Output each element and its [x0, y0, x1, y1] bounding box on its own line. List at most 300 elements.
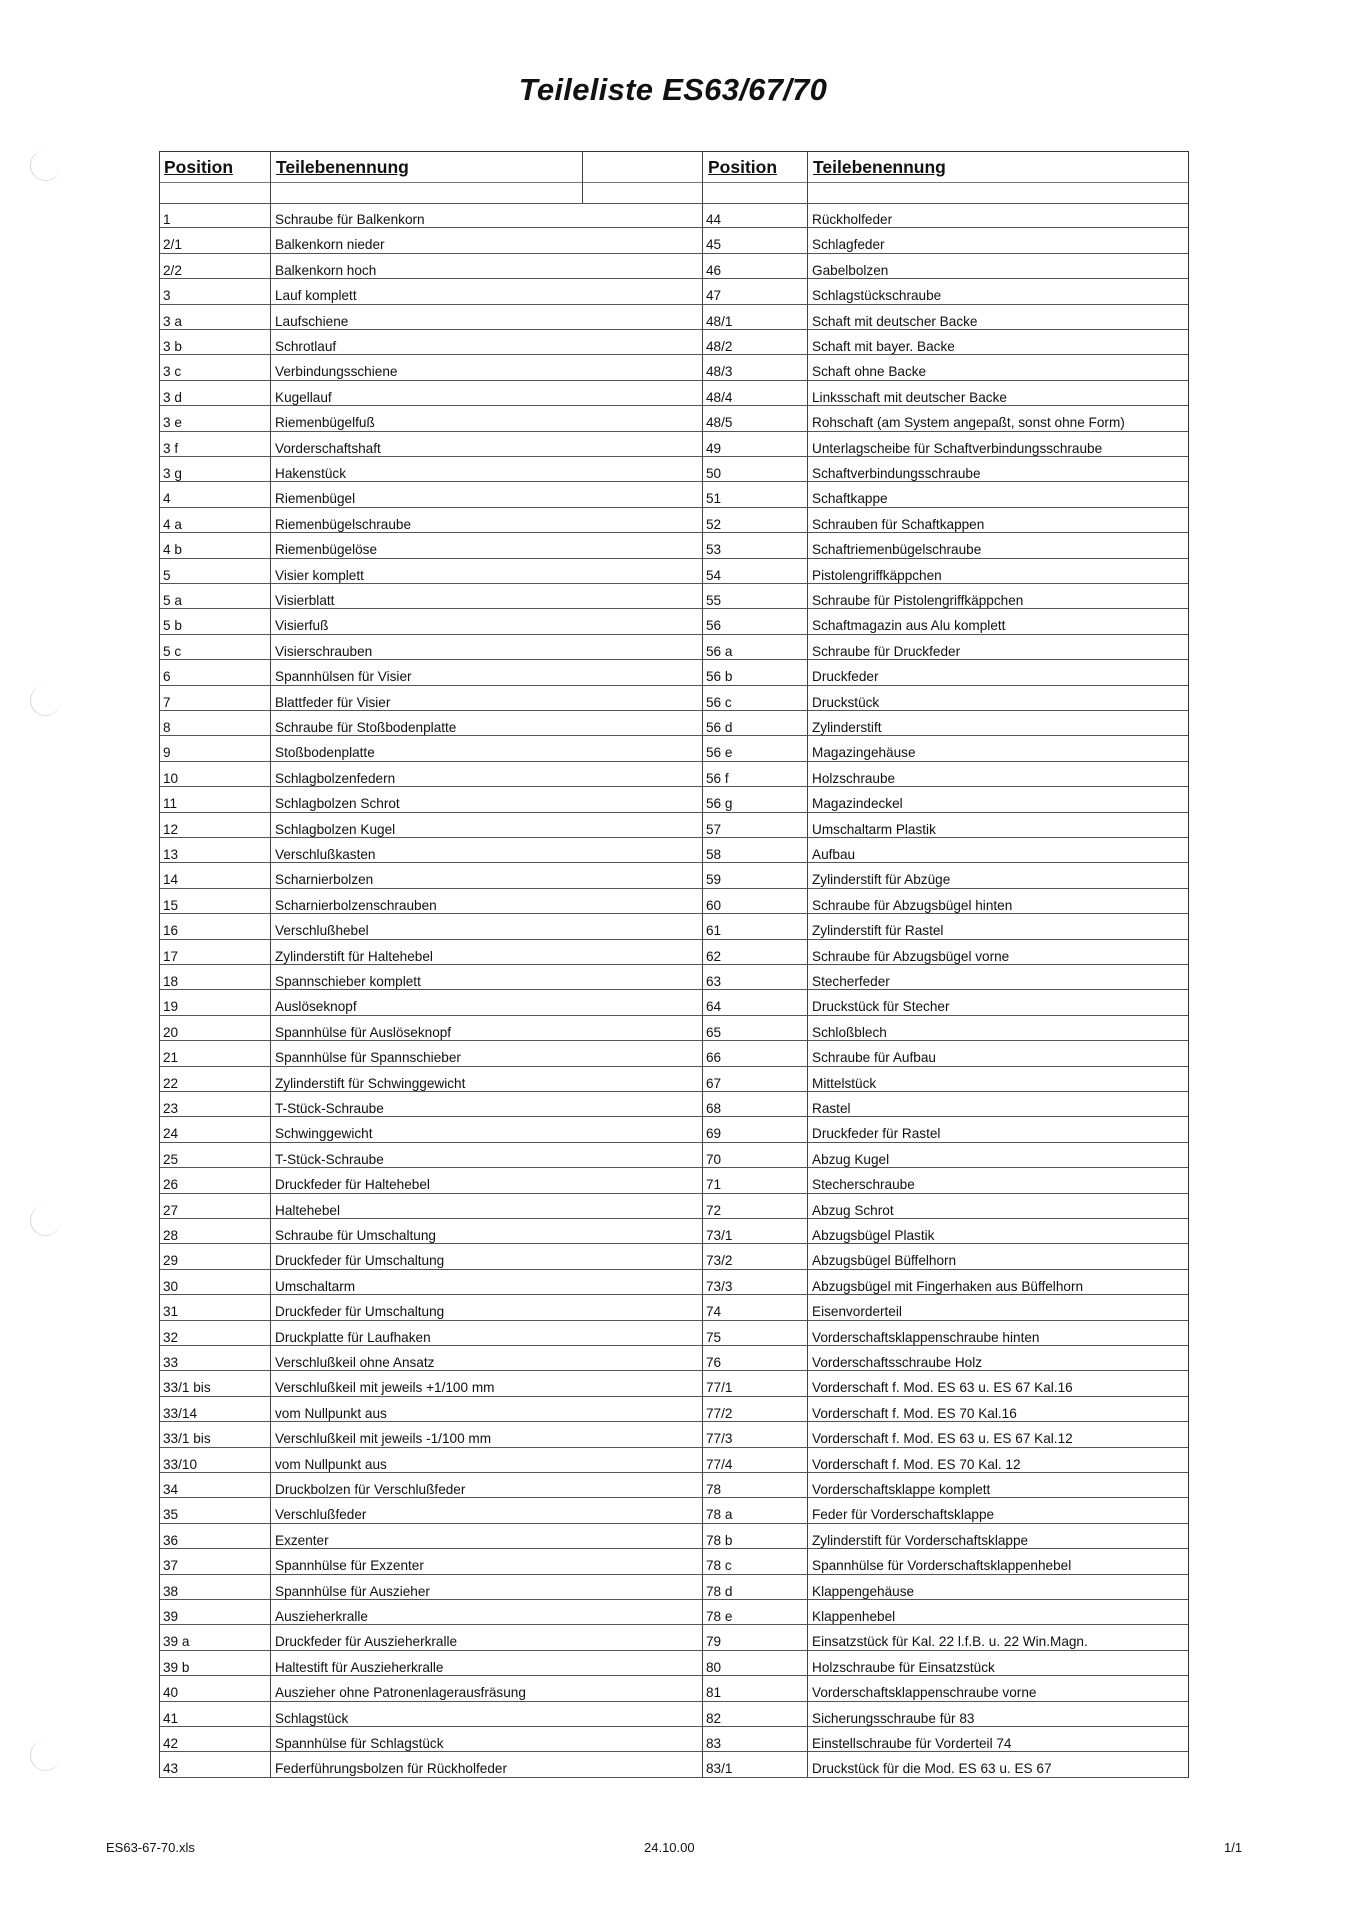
position-cell-right: 58: [706, 847, 722, 862]
name-cell-right: Zylinderstift für Abzüge: [812, 872, 951, 888]
name-cell-right: Druckfeder: [812, 669, 879, 685]
name-cell-right: Druckfeder für Rastel: [812, 1126, 941, 1142]
position-cell-left: 33/14: [163, 1405, 198, 1421]
position-cell-left: 21: [163, 1050, 179, 1066]
position-cell-right: 73/2: [706, 1253, 733, 1269]
name-cell-right: Abzugsbügel mit Fingerhaken aus Büffelhorn: [812, 1278, 1084, 1294]
name-cell-right: Vorderschaft f. Mod. ES 63 u. ES 67 Kal.12: [812, 1431, 1073, 1447]
name-cell-left: vom Nullpunkt aus: [275, 1405, 387, 1421]
name-cell-right: Schaftkappe: [812, 491, 888, 507]
position-cell-left: 35: [163, 1507, 179, 1523]
name-cell-left: Druckplatte für Laufhaken: [275, 1329, 431, 1345]
name-cell-right: Magazindeckel: [812, 796, 903, 812]
name-cell-right: Vorderschaft f. Mod. ES 63 u. ES 67 Kal.16: [812, 1380, 1073, 1396]
position-cell-right: 83: [706, 1736, 722, 1751]
name-cell-right: Schraube für Aufbau: [812, 1050, 936, 1066]
position-cell-left: 33: [163, 1355, 179, 1370]
position-cell-left: 22: [163, 1075, 179, 1091]
name-cell-right: Druckstück für die Mod. ES 63 u. ES 67: [812, 1761, 1052, 1777]
position-cell-left: 3 f: [163, 440, 179, 456]
name-cell-left: Umschaltarm: [275, 1278, 356, 1294]
table-row: [160, 228, 1188, 253]
name-cell-left: Schlagbolzen Kugel: [275, 821, 396, 837]
position-cell-left: 39: [163, 1609, 179, 1624]
table-row: [160, 1092, 1188, 1117]
position-cell-left: 3 b: [163, 339, 182, 354]
table-row: [160, 1600, 1188, 1625]
table-row: [160, 940, 1188, 965]
position-cell-left: 28: [163, 1228, 179, 1243]
name-cell-left: Spannhülse für Schlagstück: [275, 1736, 444, 1751]
position-cell-left: 10: [163, 770, 179, 786]
table-row: [160, 1219, 1188, 1244]
name-cell-left: Hakenstück: [275, 466, 347, 481]
name-cell-left: Blattfeder für Visier: [275, 694, 391, 710]
position-cell-right: 56 c: [706, 694, 732, 710]
name-cell-right: Eisenvorderteil: [812, 1304, 902, 1320]
name-cell-left: Verschlußkasten: [275, 847, 376, 862]
position-cell-left: 3 c: [163, 364, 182, 380]
position-cell-right: 82: [706, 1710, 722, 1726]
name-cell-right: Abzug Schrot: [812, 1202, 894, 1218]
position-cell-right: 68: [706, 1101, 722, 1116]
name-cell-left: Balkenkorn hoch: [275, 262, 377, 278]
name-cell-left: Verschlußfeder: [275, 1507, 367, 1523]
table-row: [160, 1397, 1188, 1422]
footer-page: 1/1: [1224, 1840, 1243, 1855]
position-cell-right: 76: [706, 1355, 722, 1370]
position-cell-right: 44: [706, 212, 722, 227]
table-row: [160, 533, 1188, 558]
position-cell-left: 6: [163, 669, 171, 685]
name-cell-left: Exzenter: [275, 1532, 329, 1548]
position-cell-left: 5 c: [163, 643, 182, 659]
position-cell-left: 4: [163, 491, 171, 507]
table-row: [160, 635, 1188, 660]
name-cell-right: Holzschraube: [812, 770, 896, 786]
position-cell-right: 78 d: [706, 1583, 733, 1599]
position-cell-left: 3: [163, 288, 171, 304]
name-cell-left: Druckfeder für Auszieherkralle: [275, 1634, 458, 1650]
name-cell-right: Holzschraube für Einsatzstück: [812, 1659, 995, 1675]
name-cell-left: Verschlußhebel: [275, 923, 369, 939]
name-cell-left: Verschlußkeil mit jeweils -1/100 mm: [275, 1431, 492, 1447]
position-cell-right: 56 a: [706, 643, 733, 659]
name-cell-left: Visierschrauben: [275, 643, 373, 659]
position-cell-left: 12: [163, 821, 179, 837]
name-cell-right: Vorderschaft f. Mod. ES 70 Kal.16: [812, 1405, 1017, 1421]
position-cell-left: 33/1 bis: [163, 1380, 211, 1396]
name-cell-left: Zylinderstift für Schwinggewicht: [275, 1075, 466, 1091]
name-cell-right: Abzugsbügel Büffelhorn: [812, 1253, 957, 1269]
position-cell-left: 39 b: [163, 1659, 190, 1675]
name-cell-right: Rückholfeder: [812, 212, 893, 227]
name-cell-right: Schaft mit deutscher Backe: [812, 313, 978, 329]
position-cell-left: 3 a: [163, 313, 182, 329]
position-cell-left: 30: [163, 1278, 179, 1294]
position-cell-right: 48/5: [706, 415, 733, 431]
name-cell-right: Zylinderstift für Rastel: [812, 923, 944, 939]
position-cell-right: 56: [706, 618, 722, 634]
position-cell-left: 17: [163, 948, 179, 964]
table-row: [160, 990, 1188, 1015]
name-cell-left: Schlagstück: [275, 1710, 349, 1726]
table-row: [160, 1549, 1188, 1574]
name-cell-right: Druckstück: [812, 694, 880, 710]
punch-hole-mark: [30, 150, 61, 181]
position-cell-right: 66: [706, 1050, 722, 1066]
position-cell-left: 3 e: [163, 415, 182, 431]
table-row: [160, 1321, 1188, 1346]
position-cell-right: 64: [706, 999, 722, 1015]
name-cell-left: Scharnierbolzenschrauben: [275, 897, 437, 913]
table-row: [160, 1752, 1188, 1777]
name-cell-right: Gabelbolzen: [812, 262, 889, 278]
position-cell-left: 23: [163, 1101, 179, 1116]
position-cell-right: 78 e: [706, 1609, 733, 1624]
table-row: [160, 889, 1188, 914]
name-cell-right: Vorderschaftsschraube Holz: [812, 1355, 983, 1370]
parts-table: [159, 151, 1189, 1778]
name-cell-left: Spannhülse für Auszieher: [275, 1583, 430, 1599]
table-row: [160, 1143, 1188, 1168]
name-cell-left: Scharnierbolzen: [275, 872, 374, 888]
position-cell-right: 56 e: [706, 745, 733, 761]
name-cell-right: Vorderschaft f. Mod. ES 70 Kal. 12: [812, 1456, 1021, 1472]
table-row: [160, 1727, 1188, 1752]
name-cell-left: Kugellauf: [275, 389, 332, 405]
table-row: [160, 432, 1188, 457]
position-cell-left: 15: [163, 897, 179, 913]
table-row: [160, 1244, 1188, 1269]
position-cell-right: 78: [706, 1482, 722, 1497]
position-cell-left: 5 a: [163, 593, 182, 608]
table-row: [160, 1295, 1188, 1320]
table-row: [160, 736, 1188, 761]
name-cell-right: Sicherungsschraube für 83: [812, 1710, 975, 1726]
position-cell-left: 42: [163, 1736, 179, 1751]
name-cell-right: Schaft mit bayer. Backe: [812, 339, 955, 354]
position-cell-right: 49: [706, 440, 722, 456]
name-cell-left: Schrotlauf: [275, 339, 337, 354]
position-cell-right: 48/3: [706, 364, 733, 380]
table-row: [160, 863, 1188, 888]
position-cell-left: 2/2: [163, 262, 182, 278]
table-row: [160, 838, 1188, 863]
position-cell-right: 56 d: [706, 720, 733, 735]
position-cell-right: 71: [706, 1177, 722, 1193]
position-cell-right: 50: [706, 466, 722, 481]
table-row: [160, 1524, 1188, 1549]
position-cell-right: 48/4: [706, 389, 733, 405]
position-cell-right: 60: [706, 897, 722, 913]
name-cell-right: Stecherfeder: [812, 974, 890, 989]
position-cell-right: 51: [706, 491, 722, 507]
name-cell-right: Schraube für Pistolengriffkäppchen: [812, 593, 1024, 608]
name-cell-right: Magazingehäuse: [812, 745, 916, 761]
table-row: [160, 584, 1188, 609]
name-cell-left: Visierblatt: [275, 593, 335, 608]
table-row: [160, 1067, 1188, 1092]
table-row: [160, 1346, 1188, 1371]
position-cell-right: 73/3: [706, 1278, 733, 1294]
position-cell-left: 33/10: [163, 1456, 198, 1472]
position-cell-left: 43: [163, 1761, 179, 1777]
position-cell-left: 11: [163, 796, 178, 812]
table-spacer-row: [160, 182, 1188, 204]
name-cell-left: Spannhülse für Auslöseknopf: [275, 1024, 452, 1040]
table-row: [160, 1625, 1188, 1650]
table-row: [160, 355, 1188, 380]
name-cell-left: Schraube für Umschaltung: [275, 1228, 436, 1243]
name-cell-right: Zylinderstift: [812, 720, 882, 735]
position-cell-left: 13: [163, 847, 179, 862]
table-row: [160, 660, 1188, 685]
position-cell-left: 7: [163, 694, 171, 710]
name-cell-left: Auslöseknopf: [275, 999, 357, 1015]
name-cell-right: Schaftriemenbügelschraube: [812, 542, 982, 558]
table-row: [160, 457, 1188, 482]
name-cell-left: vom Nullpunkt aus: [275, 1456, 387, 1472]
name-cell-left: Spannhülsen für Visier: [275, 669, 412, 685]
position-cell-left: 34: [163, 1482, 179, 1497]
position-cell-left: 25: [163, 1151, 179, 1167]
table-row: [160, 1473, 1188, 1498]
name-cell-left: Verschlußkeil mit jeweils +1/100 mm: [275, 1380, 495, 1396]
name-cell-left: Schraube für Balkenkorn: [275, 212, 425, 227]
position-cell-left: 5 b: [163, 618, 182, 634]
position-cell-right: 56 g: [706, 796, 733, 812]
table-row: [160, 609, 1188, 634]
name-cell-left: Spannhülse für Exzenter: [275, 1558, 424, 1574]
name-cell-right: Schraube für Abzugsbügel vorne: [812, 948, 1010, 964]
footer-date: 24.10.00: [644, 1840, 695, 1855]
table-row: [160, 965, 1188, 990]
table-row: [160, 1498, 1188, 1523]
table-row: [160, 203, 1188, 228]
name-cell-right: Schraube für Druckfeder: [812, 643, 961, 659]
position-cell-right: 54: [706, 567, 722, 583]
name-cell-right: Einstellschraube für Vorderteil 74: [812, 1736, 1012, 1751]
position-cell-right: 77/2: [706, 1405, 733, 1421]
name-cell-right: Rastel: [812, 1101, 851, 1116]
header-position-right: Position: [708, 157, 778, 177]
name-cell-left: Visierfuß: [275, 618, 329, 634]
name-cell-left: Zylinderstift für Haltehebel: [275, 948, 433, 964]
position-cell-right: 67: [706, 1075, 722, 1091]
name-cell-left: Verschlußkeil ohne Ansatz: [275, 1355, 435, 1370]
name-cell-left: Riemenbügelöse: [275, 542, 378, 558]
name-cell-right: Vorderschaftsklappe komplett: [812, 1482, 991, 1497]
name-cell-right: Schraube für Abzugsbügel hinten: [812, 897, 1013, 913]
position-cell-right: 78 c: [706, 1558, 732, 1574]
position-cell-left: 39 a: [163, 1634, 190, 1650]
name-cell-left: Federführungsbolzen für Rückholfeder: [275, 1761, 507, 1777]
table-row: [160, 914, 1188, 939]
name-cell-right: Klappenhebel: [812, 1609, 896, 1624]
name-cell-left: Vorderschaftshaft: [275, 440, 381, 456]
footer-filename: ES63-67-70.xls: [106, 1840, 195, 1855]
table-row: [160, 406, 1188, 431]
position-cell-right: 73/1: [706, 1228, 733, 1243]
name-cell-right: Schlagstückschraube: [812, 288, 942, 304]
name-cell-left: Schlagbolzenfedern: [275, 770, 396, 786]
name-cell-left: Riemenbügel: [275, 491, 356, 507]
position-cell-right: 59: [706, 872, 722, 888]
name-cell-right: Klappengehäuse: [812, 1583, 915, 1599]
position-cell-right: 70: [706, 1151, 722, 1167]
position-cell-right: 57: [706, 821, 722, 837]
position-cell-left: 3 g: [163, 466, 182, 481]
table-row: [160, 381, 1188, 406]
name-cell-left: Visier komplett: [275, 567, 364, 583]
name-cell-left: Druckbolzen für Verschlußfeder: [275, 1482, 466, 1497]
table-row: [160, 305, 1188, 330]
table-row: [160, 1041, 1188, 1066]
position-cell-left: 5: [163, 567, 171, 583]
name-cell-right: Vorderschaftsklappenschraube hinten: [812, 1329, 1040, 1345]
name-cell-right: Vorderschaftsklappenschraube vorne: [812, 1685, 1037, 1701]
name-cell-left: Schwinggewicht: [275, 1126, 373, 1142]
name-cell-left: Spannschieber komplett: [275, 974, 421, 989]
table-row: [160, 686, 1188, 711]
position-cell-right: 65: [706, 1024, 722, 1040]
name-cell-right: Feder für Vorderschaftsklappe: [812, 1507, 995, 1523]
position-cell-right: 77/4: [706, 1456, 733, 1472]
name-cell-left: T-Stück-Schraube: [275, 1151, 384, 1167]
position-cell-left: 4 a: [163, 516, 182, 532]
name-cell-right: Abzug Kugel: [812, 1151, 890, 1167]
header-position-left: Position: [164, 157, 234, 177]
position-cell-right: 63: [706, 974, 722, 989]
name-cell-left: T-Stück-Schraube: [275, 1101, 384, 1116]
position-cell-right: 75: [706, 1329, 722, 1345]
name-cell-right: Umschaltarm Plastik: [812, 821, 936, 837]
name-cell-right: Aufbau: [812, 847, 856, 862]
table-row: [160, 559, 1188, 584]
table-row: [160, 1117, 1188, 1142]
header-name-right: Teilebenennung: [813, 157, 946, 177]
position-cell-right: 83/1: [706, 1761, 733, 1777]
position-cell-left: 38: [163, 1583, 179, 1599]
name-cell-left: Balkenkorn nieder: [275, 237, 385, 253]
name-cell-right: Schlagfeder: [812, 237, 885, 253]
position-cell-right: 46: [706, 262, 722, 278]
name-cell-left: Druckfeder für Umschaltung: [275, 1304, 445, 1320]
position-cell-right: 80: [706, 1659, 722, 1675]
name-cell-right: Einsatzstück für Kal. 22 l.f.B. u. 22 Win.Magn.: [812, 1634, 1088, 1650]
position-cell-right: 62: [706, 948, 722, 964]
name-cell-left: Auszieherkralle: [275, 1609, 368, 1624]
position-cell-right: 56 f: [706, 770, 729, 786]
position-cell-left: 8: [163, 720, 171, 735]
name-cell-right: Schloßblech: [812, 1024, 887, 1040]
table-row: [160, 1575, 1188, 1600]
position-cell-right: 79: [706, 1634, 722, 1650]
position-cell-left: 29: [163, 1253, 179, 1269]
table-row: [160, 762, 1188, 787]
name-cell-left: Haltehebel: [275, 1202, 340, 1218]
name-cell-left: Druckfeder für Haltehebel: [275, 1177, 430, 1193]
name-cell-left: Druckfeder für Umschaltung: [275, 1253, 445, 1269]
table-row: [160, 787, 1188, 812]
position-cell-right: 78 b: [706, 1532, 733, 1548]
position-cell-left: 26: [163, 1177, 179, 1193]
position-cell-right: 78 a: [706, 1507, 733, 1523]
name-cell-right: Spannhülse für Vorderschaftsklappenhebel: [812, 1558, 1072, 1574]
position-cell-right: 52: [706, 516, 722, 532]
position-cell-right: 81: [706, 1685, 722, 1701]
header-name-left: Teilebenennung: [276, 157, 409, 177]
position-cell-right: 77/1: [706, 1380, 733, 1396]
name-cell-left: Lauf komplett: [275, 288, 357, 304]
name-cell-left: Riemenbügelfuß: [275, 415, 375, 431]
name-cell-left: Stoßbodenplatte: [275, 745, 375, 761]
name-cell-right: Linksschaft mit deutscher Backe: [812, 389, 1007, 405]
name-cell-left: Schlagbolzen Schrot: [275, 796, 400, 812]
position-cell-left: 31: [163, 1304, 179, 1320]
position-cell-left: 16: [163, 923, 179, 939]
name-cell-right: Druckstück für Stecher: [812, 999, 950, 1015]
position-cell-left: 36: [163, 1532, 179, 1548]
table-row: [160, 1270, 1188, 1295]
table-row: [160, 1371, 1188, 1396]
table-row: [160, 508, 1188, 533]
position-cell-left: 4 b: [163, 542, 182, 558]
table-header-row: [160, 152, 1188, 183]
name-cell-right: Rohschaft (am System angepaßt, sonst ohne Form): [812, 415, 1125, 431]
position-cell-right: 47: [706, 288, 722, 304]
name-cell-right: Schaftmagazin aus Alu komplett: [812, 618, 1006, 634]
position-cell-left: 3 d: [163, 389, 182, 405]
position-cell-left: 32: [163, 1329, 179, 1345]
table-row: [160, 1702, 1188, 1727]
table-row: [160, 1422, 1188, 1447]
table-row: [160, 330, 1188, 355]
punch-hole-mark: [30, 1205, 61, 1236]
position-cell-left: 9: [163, 745, 171, 761]
document-title: Teileliste ES63/67/70: [518, 72, 828, 107]
position-cell-right: 74: [706, 1304, 722, 1320]
name-cell-right: Mittelstück: [812, 1075, 877, 1091]
punch-hole-mark: [30, 685, 61, 716]
name-cell-left: Verbindungsschiene: [275, 364, 398, 380]
position-cell-right: 69: [706, 1126, 722, 1142]
name-cell-right: Schaftverbindungsschraube: [812, 466, 981, 481]
position-cell-right: 61: [706, 923, 722, 939]
position-cell-right: 48/2: [706, 339, 733, 354]
position-cell-left: 24: [163, 1126, 179, 1142]
punch-hole-mark: [30, 1740, 61, 1771]
table-row: [160, 1016, 1188, 1041]
position-cell-right: 77/3: [706, 1431, 733, 1447]
name-cell-left: Haltestift für Auszieherkralle: [275, 1659, 444, 1675]
name-cell-left: Spannhülse für Spannschieber: [275, 1050, 461, 1066]
name-cell-left: Riemenbügelschraube: [275, 516, 412, 532]
table-row: [160, 254, 1188, 279]
position-cell-left: 1: [163, 212, 171, 227]
table-row: [160, 482, 1188, 507]
name-cell-right: Schaft ohne Backe: [812, 364, 927, 380]
table-row: [160, 813, 1188, 838]
name-cell-right: Stecherschraube: [812, 1177, 915, 1193]
position-cell-left: 18: [163, 974, 179, 989]
position-cell-left: 2/1: [163, 237, 182, 253]
position-cell-right: 56 b: [706, 669, 733, 685]
position-cell-left: 41: [163, 1710, 179, 1726]
table-row: [160, 711, 1188, 736]
table-row: [160, 1651, 1188, 1676]
